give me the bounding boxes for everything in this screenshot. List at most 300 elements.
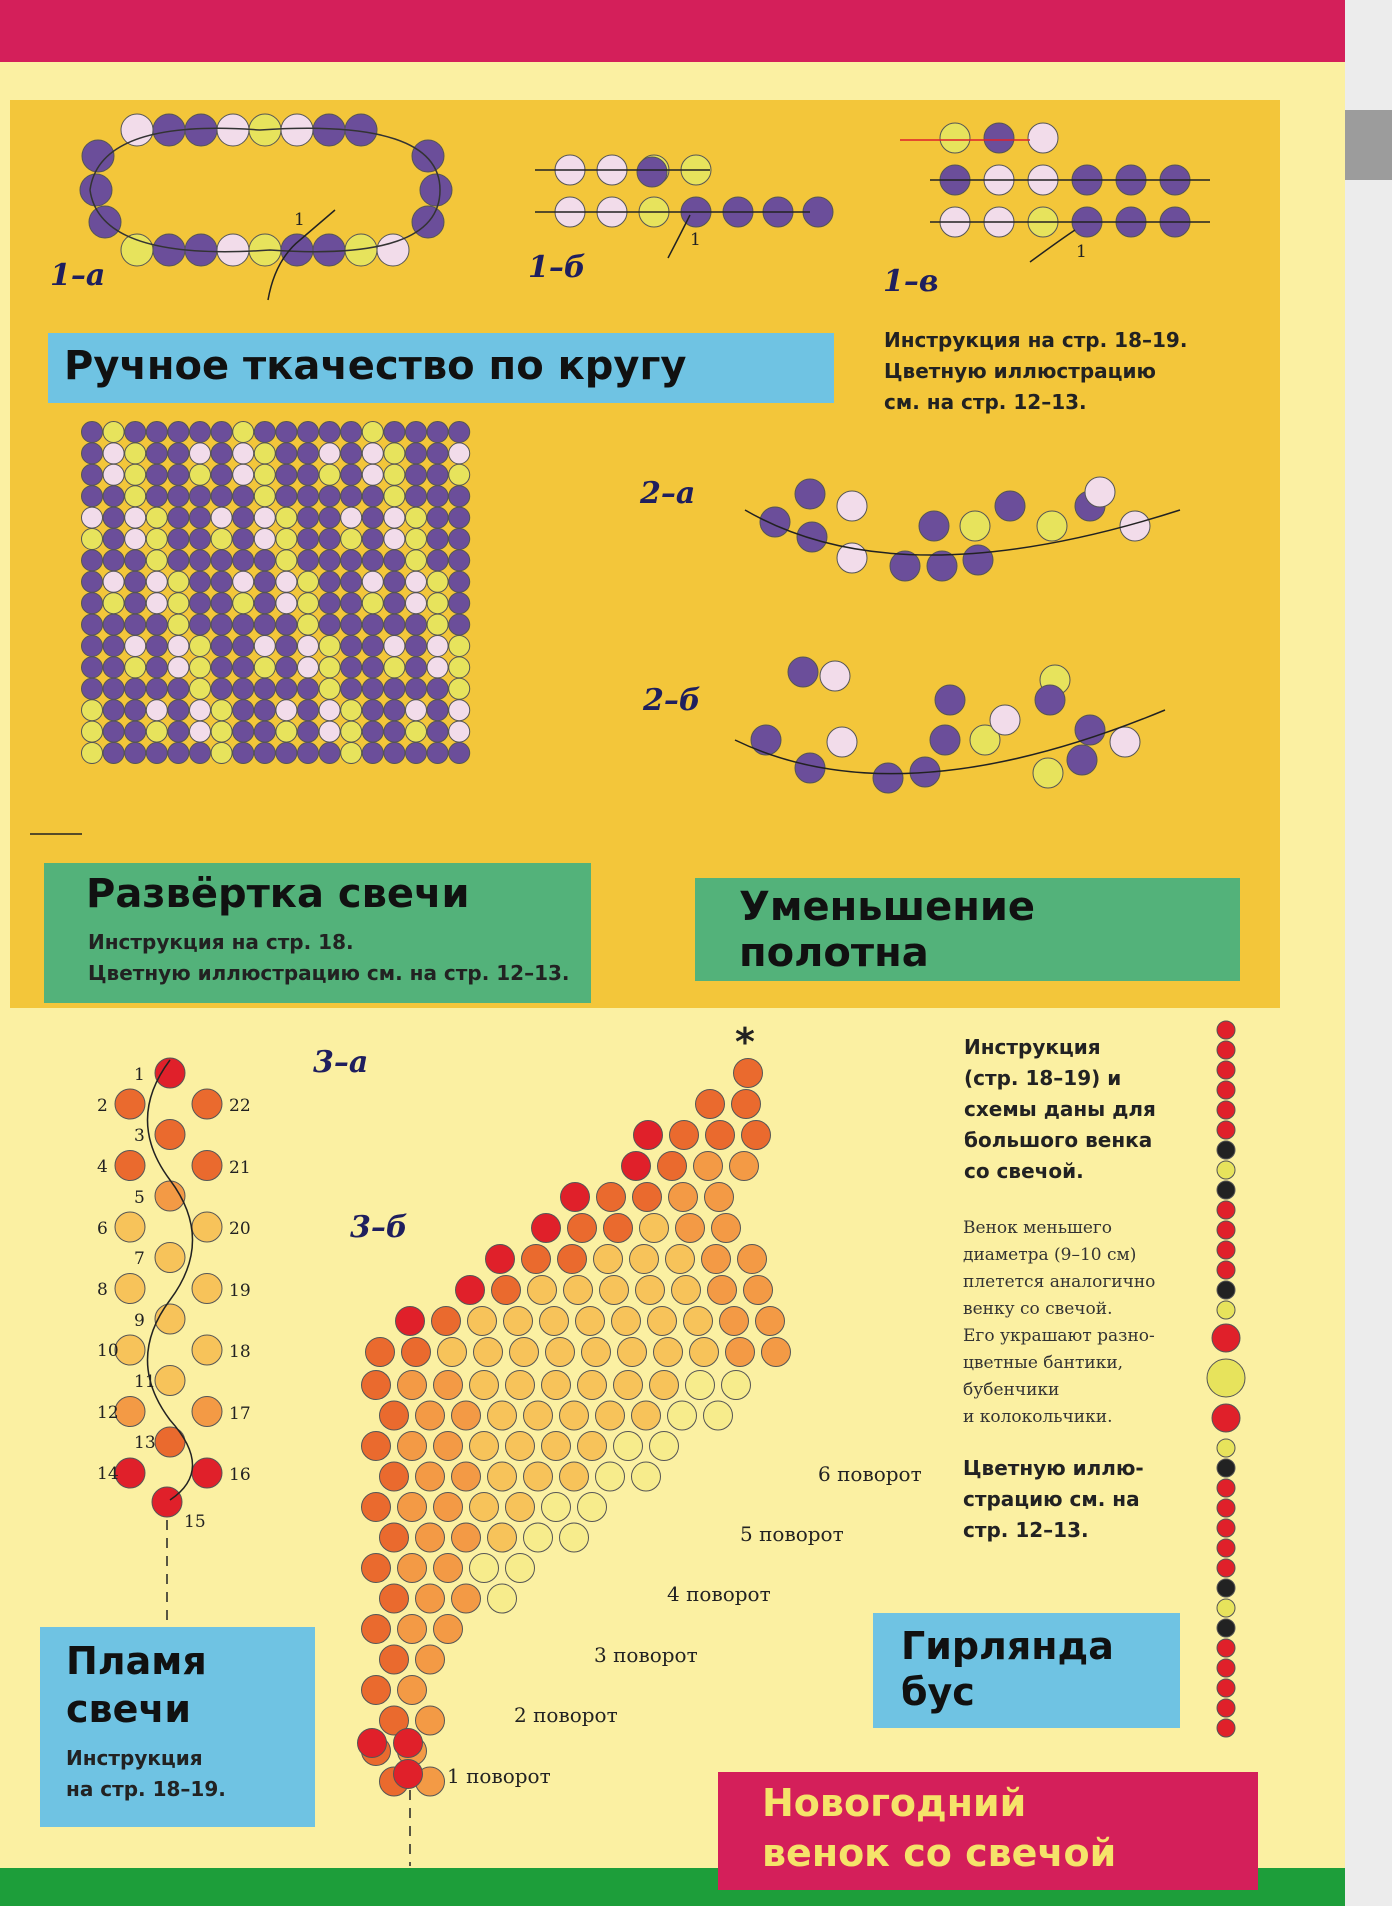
bead-candle (406, 743, 427, 764)
bead-candle (427, 614, 448, 635)
bead-candle (125, 614, 146, 635)
bead-flame-left (115, 1397, 145, 1427)
bead-candle (82, 550, 103, 571)
bead-flame-right (192, 1089, 222, 1119)
bead-wreath (488, 1584, 517, 1613)
bead-candle (254, 571, 275, 592)
bead-candle (406, 700, 427, 721)
note-line: Венок меньшего (963, 1218, 1113, 1238)
bead-candle (211, 721, 232, 742)
bead-candle (362, 678, 383, 699)
bead-candle (384, 464, 405, 485)
bead-candle (319, 464, 340, 485)
bead-2a (960, 511, 990, 541)
bead-garland (1217, 1221, 1235, 1239)
bead-candle (427, 443, 448, 464)
bead-wreath (488, 1462, 517, 1491)
bead-candle (146, 507, 167, 528)
bead-flame-left (115, 1274, 145, 1304)
bead-garland (1217, 1619, 1235, 1637)
bead-candle (146, 422, 167, 443)
bead-candle (319, 507, 340, 528)
bead-candle (82, 507, 103, 528)
bead-1a (80, 174, 112, 206)
bead-2a (919, 511, 949, 541)
bead-1a (313, 234, 345, 266)
bead-flame-right (192, 1212, 222, 1242)
bead-candle (319, 657, 340, 678)
wreath-note-bold2 (963, 1453, 1144, 1546)
bead-candle (319, 486, 340, 507)
bead-candle (298, 593, 319, 614)
bead-candle (211, 636, 232, 657)
bead-candle (125, 464, 146, 485)
bead-wreath (630, 1245, 659, 1274)
bead-candle (146, 529, 167, 550)
bead-candle (406, 657, 427, 678)
bead-candle (125, 593, 146, 614)
bead-candle (146, 550, 167, 571)
bead-wreath (432, 1307, 461, 1336)
bead-2b (751, 725, 781, 755)
bead-candle (211, 464, 232, 485)
bead-garland (1217, 1499, 1235, 1517)
bead-wreath (636, 1276, 665, 1305)
bead-candle (233, 422, 254, 443)
bead-candle (125, 507, 146, 528)
bead-garland (1217, 1659, 1235, 1677)
bead-candle (427, 636, 448, 657)
bead-candle (362, 657, 383, 678)
bead-candle (319, 743, 340, 764)
bead-candle (427, 721, 448, 742)
bead-candle (103, 507, 124, 528)
bead-wreath (394, 1760, 423, 1789)
flame-number-left: 13 (134, 1433, 156, 1454)
bead-wreath (542, 1432, 571, 1461)
bead-1v (984, 123, 1014, 153)
bead-wreath (380, 1462, 409, 1491)
flame-number-left: 7 (134, 1249, 145, 1270)
bead-flame-left (115, 1458, 145, 1488)
bead-candle (190, 571, 211, 592)
bead-candle (254, 636, 275, 657)
bead-candle (146, 614, 167, 635)
bead-candle (146, 743, 167, 764)
bead-wreath (416, 1523, 445, 1552)
label-1b: 1–б (528, 250, 586, 285)
bead-2a (797, 522, 827, 552)
bead-candle (211, 678, 232, 699)
bead-candle (341, 657, 362, 678)
bead-wreath (506, 1554, 535, 1583)
bead-candle (254, 743, 275, 764)
note-line: Цветную иллюстрацию см. на стр. 12–13. (88, 961, 570, 985)
bead-candle (319, 593, 340, 614)
bead-garland (1217, 1579, 1235, 1597)
bead-garland (1217, 1719, 1235, 1737)
bead-flame-center (155, 1120, 185, 1150)
bead-wreath (416, 1645, 445, 1674)
bead-candle (406, 464, 427, 485)
bead-wreath (416, 1584, 445, 1613)
turn-label-5: 5 поворот (740, 1522, 844, 1546)
turn-label-2: 2 поворот (514, 1703, 618, 1727)
flame-number-left: 9 (134, 1310, 145, 1331)
bead-wreath (672, 1276, 701, 1305)
bead-candle (298, 507, 319, 528)
bead-candle (341, 550, 362, 571)
bead-candle (82, 657, 103, 678)
bead-candle (427, 657, 448, 678)
bead-candle (319, 700, 340, 721)
bead-2a (963, 545, 993, 575)
garland-banner (873, 1613, 1180, 1728)
circle-weaving-title: Ручное ткачество по кругу (64, 343, 687, 389)
title-line: Гирлянда (901, 1624, 1114, 1668)
bead-wreath (398, 1371, 427, 1400)
bead-wreath (744, 1276, 773, 1305)
flame-number-left: 5 (134, 1187, 145, 1208)
bead-candle (103, 743, 124, 764)
bead-candle (298, 657, 319, 678)
bead-wreath (694, 1152, 723, 1181)
bead-candle (168, 721, 189, 742)
bead-candle (362, 550, 383, 571)
bead-wreath (560, 1462, 589, 1491)
bead-candle (341, 614, 362, 635)
bead-wreath (658, 1152, 687, 1181)
bead-wreath (474, 1338, 503, 1367)
bead-candle (298, 486, 319, 507)
note-line: (стр. 18–19) и (964, 1066, 1122, 1090)
bead-candle (146, 657, 167, 678)
bead-wreath (470, 1493, 499, 1522)
bead-1a (412, 140, 444, 172)
note-line: стр. 12–13. (963, 1518, 1089, 1542)
bead-wreath (561, 1183, 590, 1212)
bead-wreath (762, 1338, 791, 1367)
bead-candle (276, 593, 297, 614)
bead-candle (341, 486, 362, 507)
bead-wreath (542, 1493, 571, 1522)
bead-wreath (434, 1432, 463, 1461)
bead-flame-left (115, 1151, 145, 1181)
bead-candle (211, 443, 232, 464)
bead-wreath (506, 1493, 535, 1522)
bead-wreath (654, 1338, 683, 1367)
bead-1a (121, 114, 153, 146)
bead-garland (1217, 1101, 1235, 1119)
bead-flame-left (115, 1335, 145, 1365)
bead-1v (940, 123, 970, 153)
bead-1a (217, 234, 249, 266)
bead-candle (125, 550, 146, 571)
bead-candle (125, 721, 146, 742)
bead-wreath (650, 1432, 679, 1461)
bead-candle (449, 443, 470, 464)
bead-wreath (614, 1432, 643, 1461)
bead-garland (1207, 1359, 1245, 1397)
bead-candle (82, 700, 103, 721)
label-3b: 3–б (350, 1210, 408, 1245)
bead-wreath (666, 1245, 695, 1274)
bead-wreath (560, 1523, 589, 1552)
bead-wreath (452, 1584, 481, 1613)
note-line: Инструкция на стр. 18–19. (884, 328, 1188, 352)
bead-candle (82, 743, 103, 764)
bead-candle (298, 700, 319, 721)
bead-2b (990, 705, 1020, 735)
bead-candle (384, 678, 405, 699)
bead-candle (449, 550, 470, 571)
flame-number-right: 22 (229, 1096, 251, 1116)
bead-candle (82, 443, 103, 464)
bead-candle (406, 678, 427, 699)
bead-candle (190, 678, 211, 699)
bead-candle (362, 721, 383, 742)
bead-candle (276, 507, 297, 528)
bead-candle (82, 422, 103, 443)
bead-wreath (488, 1523, 517, 1552)
bead-candle (427, 571, 448, 592)
bead-candle (168, 614, 189, 635)
bead-wreath (380, 1584, 409, 1613)
bead-candle (298, 529, 319, 550)
bead-candle (211, 593, 232, 614)
bead-candle (449, 486, 470, 507)
title-line: Новогодний (762, 1781, 1027, 1825)
flame-note (66, 1743, 226, 1805)
bead-candle (298, 743, 319, 764)
bead-candle (449, 657, 470, 678)
bead-candle (319, 721, 340, 742)
bead-candle (341, 422, 362, 443)
bead-wreath (594, 1245, 623, 1274)
bead-candle (362, 700, 383, 721)
bead-candle (82, 678, 103, 699)
bead-candle (449, 700, 470, 721)
bead-candle (406, 422, 427, 443)
bead-candle (103, 614, 124, 635)
bead-candle (384, 743, 405, 764)
flame-number-right: 16 (229, 1465, 251, 1485)
bead-wreath (732, 1090, 761, 1119)
bead-candle (82, 464, 103, 485)
flame-number-left: 2 (97, 1095, 108, 1116)
bead-wreath (398, 1554, 427, 1583)
bead-candle (384, 657, 405, 678)
bead-candle (427, 529, 448, 550)
bead-candle (125, 529, 146, 550)
bead-2a (1037, 511, 1067, 541)
bead-wreath (438, 1338, 467, 1367)
bead-wreath (546, 1338, 575, 1367)
bead-candle (449, 507, 470, 528)
bead-candle (211, 700, 232, 721)
bead-candle (254, 443, 275, 464)
bead-candle (125, 443, 146, 464)
bead-candle (449, 464, 470, 485)
bead-candle (233, 464, 254, 485)
bead-wreath (362, 1554, 391, 1583)
bead-2b (1075, 715, 1105, 745)
thread-1a (90, 128, 440, 251)
bead-candle (168, 657, 189, 678)
bead-2b (827, 727, 857, 757)
bead-wreath (596, 1462, 625, 1491)
bead-candle (319, 571, 340, 592)
bead-wreath (506, 1371, 535, 1400)
bead-wreath (524, 1401, 553, 1430)
bead-wreath (416, 1401, 445, 1430)
bead-candle (190, 464, 211, 485)
bead-wreath (452, 1401, 481, 1430)
bead-wreath (506, 1432, 535, 1461)
bead-candle (406, 529, 427, 550)
bead-candle (384, 486, 405, 507)
bead-candle (190, 700, 211, 721)
main-title-banner (718, 1772, 1258, 1890)
bead-garland (1217, 1679, 1235, 1697)
bead-candle (276, 614, 297, 635)
label-2b: 2–б (643, 683, 701, 718)
bead-candle (103, 422, 124, 443)
bead-wreath (380, 1645, 409, 1674)
note-line: Цветную иллю- (963, 1456, 1144, 1480)
bead-candle (233, 486, 254, 507)
bead-wreath (650, 1371, 679, 1400)
bead-candle (168, 443, 189, 464)
bead-candle (103, 550, 124, 571)
bead-wreath (582, 1338, 611, 1367)
bead-candle (319, 529, 340, 550)
turn-label-1: 1 поворот (447, 1764, 551, 1788)
bead-candle (82, 593, 103, 614)
bead-wreath (486, 1245, 515, 1274)
bead-candle (233, 657, 254, 678)
bead-candle (362, 507, 383, 528)
bead-candle (233, 743, 254, 764)
flame-number-left: 4 (97, 1157, 108, 1178)
bead-candle (298, 571, 319, 592)
bead-candle (341, 593, 362, 614)
note-line: венку со свечой. (963, 1299, 1113, 1319)
bead-wreath (452, 1462, 481, 1491)
bead-candle (146, 700, 167, 721)
bead-garland (1217, 1559, 1235, 1577)
bead-candle (103, 571, 124, 592)
bead-candle (298, 614, 319, 635)
bead-candle (427, 464, 448, 485)
bead-wreath (578, 1371, 607, 1400)
flame-number-left: 14 (97, 1464, 119, 1485)
title-line: Уменьшение (739, 884, 1035, 930)
bead-2b (1033, 758, 1063, 788)
note-line: Инструкция (66, 1746, 203, 1770)
note-line: диаметра (9–10 см) (963, 1245, 1137, 1265)
bead-candle (103, 636, 124, 657)
bead-wreath (416, 1462, 445, 1491)
bead-wreath (492, 1276, 521, 1305)
flame-number-right: 17 (229, 1403, 251, 1424)
bead-candle (406, 486, 427, 507)
bead-garland (1217, 1281, 1235, 1299)
bead-candle (362, 614, 383, 635)
bead-candle (233, 529, 254, 550)
bead-candle (276, 678, 297, 699)
flame-number-left: 10 (97, 1341, 119, 1362)
bead-1a (185, 114, 217, 146)
note-line: Инструкция (964, 1035, 1101, 1059)
bead-candle (190, 743, 211, 764)
bead-wreath (470, 1554, 499, 1583)
bead-candle (384, 422, 405, 443)
bead-candle (190, 550, 211, 571)
bead-candle (168, 529, 189, 550)
bead-wreath (730, 1152, 759, 1181)
bead-wreath (522, 1245, 551, 1274)
bead-garland (1217, 1141, 1235, 1159)
bead-flame-center (155, 1243, 185, 1273)
bead-flame-center (155, 1304, 185, 1334)
bead-flame-center (155, 1366, 185, 1396)
bead-wreath (640, 1214, 669, 1243)
bead-wreath (358, 1729, 387, 1758)
bead-candle (427, 422, 448, 443)
bead-candle (427, 507, 448, 528)
bead-candle (276, 529, 297, 550)
bead-candle (146, 571, 167, 592)
bead-candle (190, 529, 211, 550)
thread-number-1b: 1 (690, 230, 701, 250)
bead-wreath (612, 1307, 641, 1336)
bead-wreath (684, 1307, 713, 1336)
bead-wreath (396, 1307, 425, 1336)
bead-candle (427, 550, 448, 571)
bead-wreath (470, 1432, 499, 1461)
bead-flame-right (192, 1274, 222, 1304)
bead-candle (449, 636, 470, 657)
bead-wreath (702, 1245, 731, 1274)
bead-candle (362, 593, 383, 614)
flame-number-left: 12 (97, 1402, 119, 1423)
bead-garland (1217, 1241, 1235, 1259)
bead-2b (788, 657, 818, 687)
bead-flame-center (155, 1058, 185, 1088)
bead-flame-right (192, 1335, 222, 1365)
bead-garland (1217, 1699, 1235, 1717)
bead-wreath (708, 1276, 737, 1305)
bead-candle (384, 593, 405, 614)
candle-unfold-title: Развёртка свечи (86, 871, 470, 917)
bead-wreath (398, 1493, 427, 1522)
bead-2a (837, 491, 867, 521)
bead-candle (103, 678, 124, 699)
bead-2b (1110, 727, 1140, 757)
bead-candle (125, 571, 146, 592)
bead-2a (795, 479, 825, 509)
flame-banner (40, 1627, 315, 1827)
bead-candle (384, 721, 405, 742)
bead-candle (168, 700, 189, 721)
flame-number-right: 20 (229, 1219, 251, 1239)
bead-wreath (756, 1307, 785, 1336)
bead-candle (384, 636, 405, 657)
bead-wreath (597, 1183, 626, 1212)
bead-wreath (366, 1338, 395, 1367)
bead-candle (168, 550, 189, 571)
